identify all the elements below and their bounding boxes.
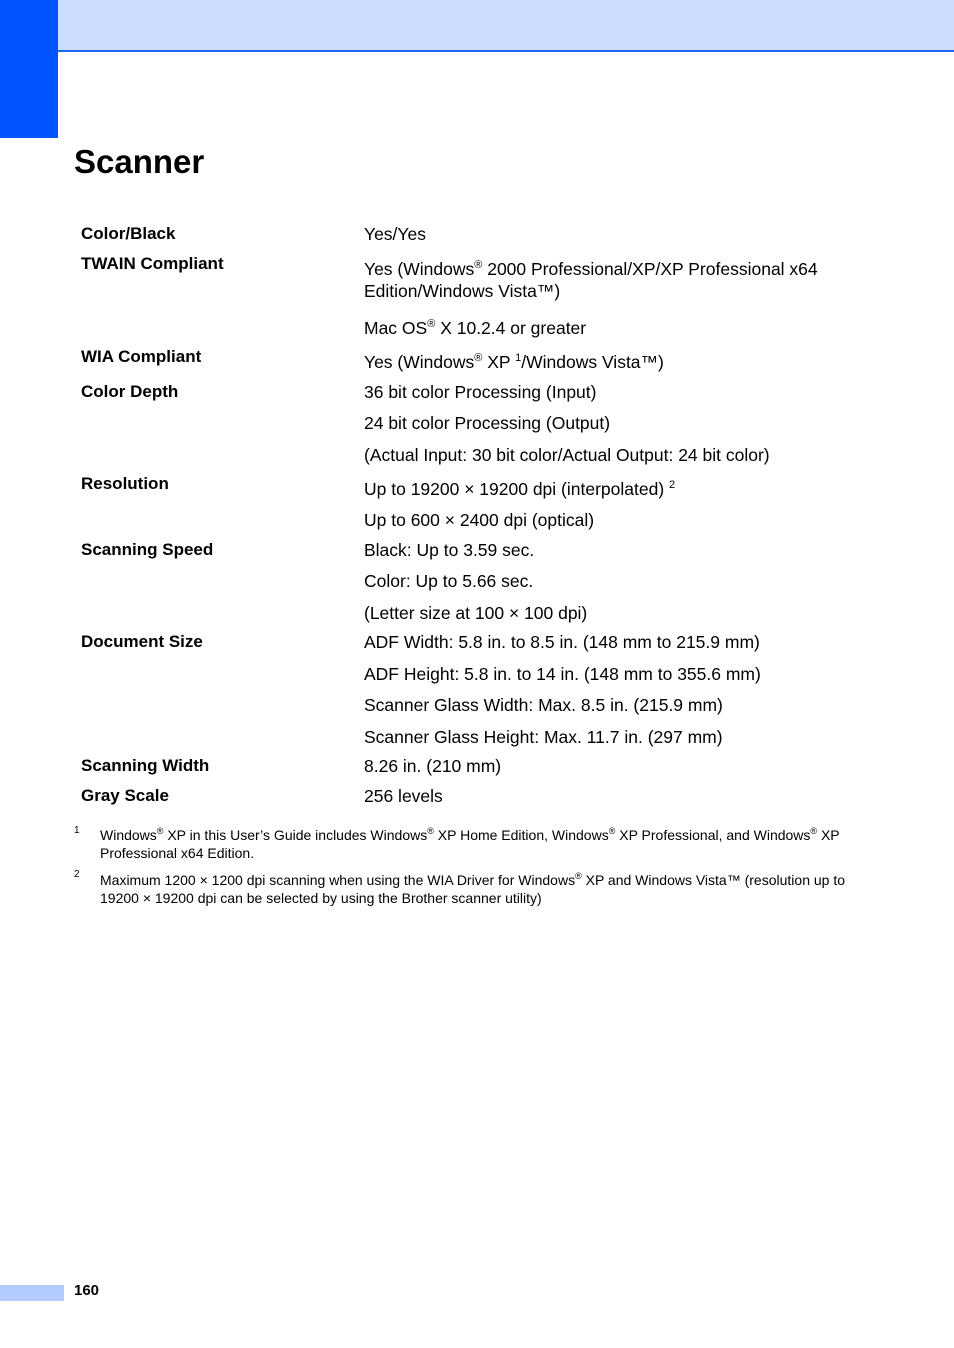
footnote-mark-1: 1 <box>74 825 80 836</box>
footnote-1: Windows® XP in this User’s Guide includes Windows® XP Home Edition, Windows® XP Professional, and Windows® XP Professional x64 Edition. <box>100 826 840 861</box>
spec-label-wia: WIA Compliant <box>81 347 202 366</box>
page-number-tab <box>0 1285 64 1301</box>
spec-value-color-depth-actual: (Actual Input: 30 bit color/Actual Output: 24 bit color) <box>364 445 770 465</box>
spec-value-adf-width: ADF Width: 5.8 in. to 8.5 in. (148 mm to 215.9 mm) <box>364 632 760 652</box>
spec-value-resolution-optical: Up to 600 × 2400 dpi (optical) <box>364 510 595 530</box>
spec-value-scanning-width: 8.26 in. (210 mm) <box>364 756 502 776</box>
spec-value-adf-height: ADF Height: 5.8 in. to 14 in. (148 mm to 355.6 mm) <box>364 664 761 684</box>
footnote-mark-2: 2 <box>74 869 80 880</box>
spec-label-color-black: Color/Black <box>81 224 176 243</box>
chapter-tab <box>0 0 58 138</box>
page-title: Scanner <box>74 143 205 180</box>
spec-value-color-black: Yes/Yes <box>364 224 426 244</box>
spec-label-document-size: Document Size <box>81 632 203 651</box>
page-number: 160 <box>74 1282 100 1299</box>
spec-value-glass-height: Scanner Glass Height: Max. 11.7 in. (297 mm) <box>364 727 723 747</box>
spec-value-resolution-interpolated: Up to 19200 × 19200 dpi (interpolated) $^2$ <box>364 479 676 499</box>
spec-label-twain: TWAIN Compliant <box>81 254 224 273</box>
spec-value-twain-windows: Yes (Windows® 2000 Professional/XP/XP Professional x64 Edition/Windows Vista™) <box>364 259 818 301</box>
spec-value-gray-scale: 256 levels <box>364 786 443 806</box>
header-band <box>0 0 954 52</box>
spec-value-color-depth-input: 36 bit color Processing (Input) <box>364 382 597 402</box>
spec-value-speed-note: (Letter size at 100 × 100 dpi) <box>364 603 588 623</box>
spec-label-scanning-speed: Scanning Speed <box>81 540 214 559</box>
spec-label-scanning-width: Scanning Width <box>81 756 210 775</box>
spec-label-gray-scale: Gray Scale <box>81 786 169 805</box>
spec-value-glass-width: Scanner Glass Width: Max. 8.5 in. (215.9 mm) <box>364 695 723 715</box>
footnote-2: Maximum 1200 × 1200 dpi scanning when using the WIA Driver for Windows® XP and Windows Vista™ (resolution up to 19200 × 19200 dpi can be selected by using the Brother scanner utility) <box>100 871 846 906</box>
spec-value-color-depth-output: 24 bit color Processing (Output) <box>364 413 611 433</box>
spec-value-wia: Yes (Windows® XP $^1$/Windows Vista™) <box>364 352 664 372</box>
spec-value-twain-mac: Mac OS® X 10.2.4 or greater <box>364 318 587 338</box>
spec-value-speed-color: Color: Up to 5.66 sec. <box>364 571 534 591</box>
spec-label-color-depth: Color Depth <box>81 382 179 401</box>
spec-label-resolution: Resolution <box>81 474 169 493</box>
spec-value-speed-black: Black: Up to 3.59 sec. <box>364 540 535 560</box>
